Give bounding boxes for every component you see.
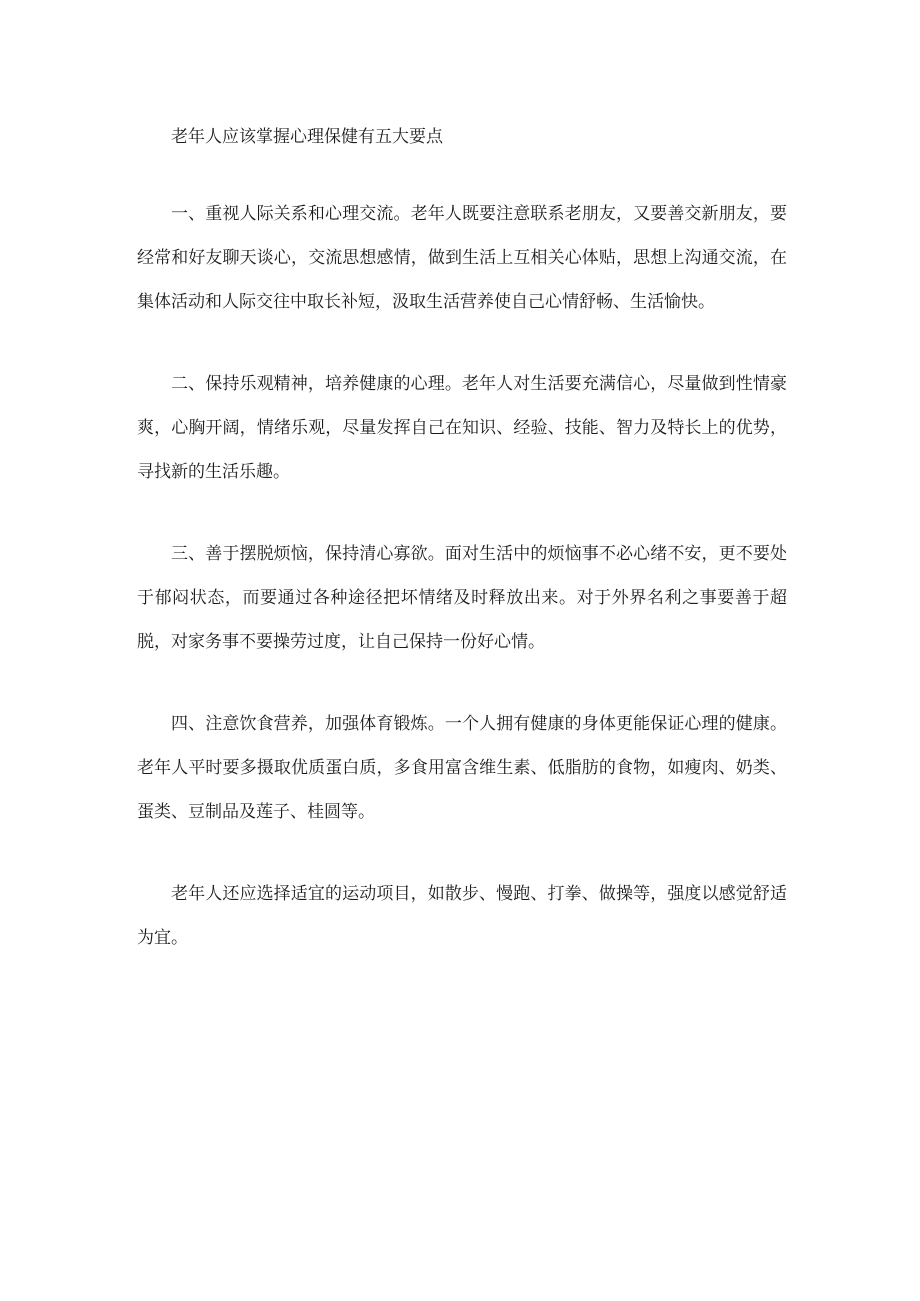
paragraph-2: 二、保持乐观精神，培养健康的心理。老年人对生活要充满信心，尽量做到性情豪爽，心胸开阔，情绪乐观，尽量发挥自己在知识、经验、技能、智力及特长上的优势，寻找新的生活乐趣。 (137, 374, 787, 482)
paragraph-5: 老年人还应选择适宜的运动项目，如散步、慢跑、打拳、做操等，强度以感觉舒适为宜。 (137, 884, 787, 948)
document-page (137, 112, 787, 960)
paragraph-3: 三、善于摆脱烦恼，保持清心寡欲。面对生活中的烦恼事不必心绪不安，更不要处于郁闷状态，而要通过各种途径把坏情绪及时释放出来。对于外界名利之事要善于超脱，对家务事不要操劳过度，让自己保持一份好心情。 (137, 544, 787, 652)
paragraph-1: 一、重视人际关系和心理交流。老年人既要注意联系老朋友，又要善交新朋友，要经常和好友聊天谈心，交流思想感情，做到生活上互相关心体贴，思想上沟通交流，在集体活动和人际交往中取长补短，汲取生活营养使自己心情舒畅、生活愉快。 (137, 204, 787, 312)
paragraph-4: 四、注意饮食营养，加强体育锻炼。一个人拥有健康的身体更能保证心理的健康。老年人平时要多摄取优质蛋白质，多食用富含维生素、低脂肪的食物，如瘦肉、奶类、蛋类、豆制品及莲子、桂圆等。 (137, 714, 787, 822)
document-title: 老年人应该掌握心理保健有五大要点 (171, 127, 443, 147)
